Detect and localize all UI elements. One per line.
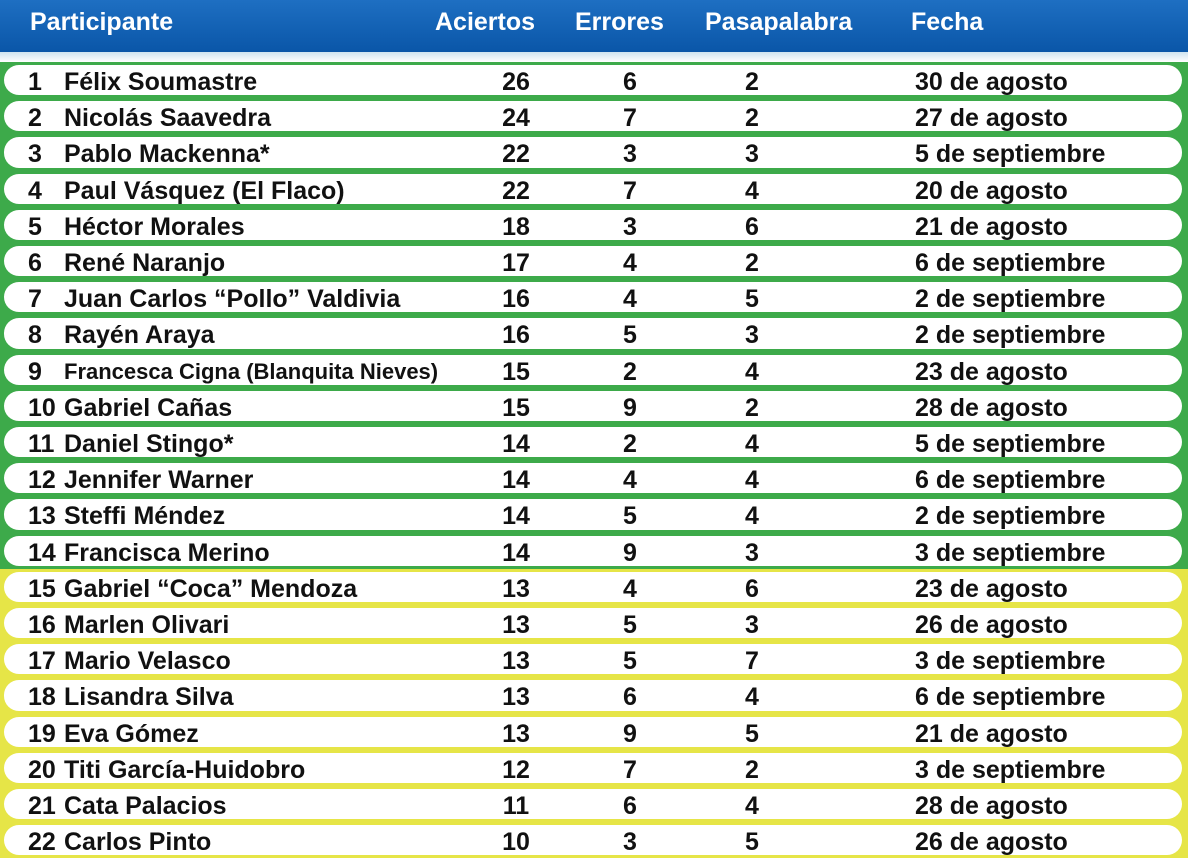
row-fecha: 3 de septiembre bbox=[915, 538, 1106, 567]
row-pasapalabra: 4 bbox=[745, 176, 759, 205]
row-rank: 9 bbox=[28, 357, 42, 386]
row-pasapalabra: 3 bbox=[745, 611, 759, 639]
row-errores: 5 bbox=[623, 647, 637, 676]
row-pasapalabra: 6 bbox=[745, 212, 759, 241]
row-pasapalabra: 4 bbox=[745, 683, 759, 712]
row-errores: 7 bbox=[623, 176, 637, 205]
row-participant-name: Carlos Pinto bbox=[64, 828, 212, 857]
row-fecha: 26 de agosto bbox=[915, 828, 1068, 857]
row-background bbox=[4, 210, 1182, 240]
row-aciertos: 15 bbox=[502, 393, 530, 422]
row-pasapalabra: 4 bbox=[745, 502, 759, 531]
row-fecha: 2 de septiembre bbox=[915, 321, 1106, 350]
row-fecha: 5 de septiembre bbox=[915, 430, 1106, 458]
row-fecha: 23 de agosto bbox=[915, 574, 1068, 603]
table-row bbox=[0, 243, 1188, 279]
row-participant-name: Eva Gómez bbox=[64, 719, 199, 748]
row-participant-name: Steffi Méndez bbox=[64, 502, 226, 531]
row-rank: 4 bbox=[28, 176, 42, 205]
row-errores: 3 bbox=[623, 212, 637, 241]
row-participant-name: Jennifer Warner bbox=[64, 466, 254, 495]
header-divider bbox=[0, 52, 1188, 62]
row-fecha: 30 de agosto bbox=[915, 68, 1068, 96]
row-pasapalabra: 3 bbox=[745, 321, 759, 350]
row-errores: 7 bbox=[623, 755, 637, 784]
row-rank: 10 bbox=[28, 393, 56, 422]
row-aciertos: 26 bbox=[502, 68, 530, 96]
row-aciertos: 13 bbox=[502, 574, 530, 603]
table-row bbox=[0, 279, 1188, 315]
row-pasapalabra: 7 bbox=[745, 647, 759, 676]
row-pasapalabra: 3 bbox=[745, 140, 759, 169]
table-row bbox=[0, 424, 1188, 460]
row-participant-name: Félix Soumastre bbox=[64, 68, 258, 96]
row-participant-name: Lisandra Silva bbox=[64, 683, 234, 712]
row-errores: 5 bbox=[623, 611, 637, 639]
row-participant-name: Marlen Olivari bbox=[64, 611, 230, 639]
row-fecha: 21 de agosto bbox=[915, 719, 1068, 748]
row-fecha: 3 de septiembre bbox=[915, 647, 1106, 676]
row-participant-name: René Naranjo bbox=[64, 249, 226, 277]
row-fecha: 26 de agosto bbox=[915, 611, 1068, 639]
row-background bbox=[4, 174, 1182, 204]
row-rank: 16 bbox=[28, 611, 56, 639]
row-errores: 4 bbox=[623, 285, 637, 314]
row-aciertos: 14 bbox=[502, 430, 530, 458]
row-rank: 8 bbox=[28, 321, 42, 350]
row-background bbox=[4, 536, 1182, 566]
header-participante: Participante bbox=[30, 8, 174, 36]
row-aciertos: 13 bbox=[502, 647, 530, 676]
row-errores: 3 bbox=[623, 140, 637, 169]
row-participant-name: Titi García-Huidobro bbox=[64, 755, 306, 784]
row-rank: 7 bbox=[28, 285, 42, 314]
row-pasapalabra: 6 bbox=[745, 574, 759, 603]
row-aciertos: 13 bbox=[502, 611, 530, 639]
table-row bbox=[0, 315, 1188, 351]
row-pasapalabra: 2 bbox=[745, 249, 759, 277]
row-background bbox=[4, 282, 1182, 312]
row-fecha: 27 de agosto bbox=[915, 104, 1068, 133]
row-rank: 20 bbox=[28, 755, 56, 784]
row-aciertos: 18 bbox=[502, 212, 530, 241]
row-rank: 11 bbox=[28, 430, 55, 458]
row-rank: 15 bbox=[28, 574, 56, 603]
table-row bbox=[0, 388, 1188, 424]
row-participant-name: Cata Palacios bbox=[64, 792, 227, 820]
row-fecha: 6 de septiembre bbox=[915, 683, 1106, 712]
row-rank: 12 bbox=[28, 466, 56, 495]
row-aciertos: 24 bbox=[502, 104, 530, 133]
row-pasapalabra: 2 bbox=[745, 68, 759, 96]
row-aciertos: 16 bbox=[502, 285, 530, 314]
table-row bbox=[0, 533, 1188, 569]
row-errores: 9 bbox=[623, 538, 637, 567]
row-pasapalabra: 3 bbox=[745, 538, 759, 567]
row-pasapalabra: 5 bbox=[745, 719, 759, 748]
row-background bbox=[4, 753, 1182, 783]
table-row bbox=[0, 62, 1188, 98]
row-background bbox=[4, 246, 1182, 276]
row-rank: 17 bbox=[28, 647, 56, 676]
row-participant-name: Daniel Stingo* bbox=[64, 430, 234, 458]
row-errores: 4 bbox=[623, 249, 637, 277]
row-aciertos: 22 bbox=[502, 176, 530, 205]
row-aciertos: 13 bbox=[502, 719, 530, 748]
row-pasapalabra: 2 bbox=[745, 104, 759, 133]
table-row bbox=[0, 641, 1188, 677]
row-fecha: 6 de septiembre bbox=[915, 249, 1106, 277]
row-background bbox=[4, 789, 1182, 819]
row-aciertos: 12 bbox=[502, 755, 530, 784]
row-participant-name: Mario Velasco bbox=[64, 647, 231, 676]
row-pasapalabra: 5 bbox=[745, 828, 759, 857]
table-row bbox=[0, 750, 1188, 786]
row-fecha: 21 de agosto bbox=[915, 212, 1068, 241]
row-fecha: 20 de agosto bbox=[915, 176, 1068, 205]
row-pasapalabra: 4 bbox=[745, 430, 759, 458]
row-rank: 14 bbox=[28, 538, 56, 567]
row-background bbox=[4, 825, 1182, 855]
row-errores: 5 bbox=[623, 502, 637, 531]
row-errores: 2 bbox=[623, 357, 637, 386]
table-row bbox=[0, 352, 1188, 388]
row-errores: 9 bbox=[623, 719, 637, 748]
row-aciertos: 14 bbox=[502, 466, 530, 495]
row-participant-name: Francesca Cigna (Blanquita Nieves) bbox=[64, 358, 439, 384]
row-pasapalabra: 4 bbox=[745, 357, 759, 386]
row-participant-name: Héctor Morales bbox=[64, 212, 245, 241]
table-row bbox=[0, 171, 1188, 207]
row-background bbox=[4, 499, 1182, 529]
table-row bbox=[0, 822, 1188, 858]
row-aciertos: 15 bbox=[502, 357, 530, 386]
row-errores: 5 bbox=[623, 321, 637, 350]
header-aciertos: Aciertos bbox=[435, 8, 536, 36]
row-aciertos: 16 bbox=[502, 321, 530, 350]
row-rank: 6 bbox=[28, 249, 42, 277]
row-participant-name: Nicolás Saavedra bbox=[64, 104, 272, 133]
row-background bbox=[4, 65, 1182, 95]
row-aciertos: 17 bbox=[502, 249, 530, 277]
row-errores: 7 bbox=[623, 104, 637, 133]
row-errores: 4 bbox=[623, 574, 637, 603]
row-participant-name: Pablo Mackenna* bbox=[64, 140, 270, 169]
row-participant-name: Paul Vásquez (El Flaco) bbox=[64, 176, 345, 205]
table-row bbox=[0, 134, 1188, 170]
table-row bbox=[0, 677, 1188, 713]
row-participant-name: Rayén Araya bbox=[64, 321, 215, 350]
ranking-table-body bbox=[0, 62, 1188, 860]
row-pasapalabra: 2 bbox=[745, 755, 759, 784]
row-pasapalabra: 2 bbox=[745, 393, 759, 422]
row-participant-name: Juan Carlos “Pollo” Valdivia bbox=[64, 285, 401, 314]
row-pasapalabra: 4 bbox=[745, 466, 759, 495]
row-background bbox=[4, 572, 1182, 602]
row-background bbox=[4, 680, 1182, 710]
row-errores: 3 bbox=[623, 828, 637, 857]
header-fecha: Fecha bbox=[911, 8, 984, 36]
row-rank: 3 bbox=[28, 140, 42, 169]
table-header bbox=[0, 0, 1188, 52]
table-row bbox=[0, 98, 1188, 134]
row-participant-name: Gabriel “Coca” Mendoza bbox=[64, 574, 358, 603]
row-rank: 1 bbox=[28, 68, 42, 96]
row-rank: 5 bbox=[28, 212, 42, 241]
row-aciertos: 14 bbox=[502, 538, 530, 567]
table-row bbox=[0, 605, 1188, 641]
row-background bbox=[4, 463, 1182, 493]
table-row bbox=[0, 714, 1188, 750]
row-errores: 9 bbox=[623, 393, 637, 422]
row-errores: 6 bbox=[623, 68, 637, 96]
row-background bbox=[4, 101, 1182, 131]
row-aciertos: 11 bbox=[502, 792, 530, 820]
row-background bbox=[4, 318, 1182, 348]
row-fecha: 28 de agosto bbox=[915, 792, 1068, 820]
row-rank: 2 bbox=[28, 104, 42, 133]
row-rank: 22 bbox=[28, 828, 56, 857]
row-rank: 19 bbox=[28, 719, 56, 748]
row-background bbox=[4, 391, 1182, 421]
row-rank: 21 bbox=[28, 792, 56, 820]
row-errores: 2 bbox=[623, 430, 637, 458]
row-rank: 18 bbox=[28, 683, 56, 712]
row-participant-name: Gabriel Cañas bbox=[64, 393, 233, 422]
row-pasapalabra: 4 bbox=[745, 792, 759, 820]
row-errores: 6 bbox=[623, 683, 637, 712]
row-aciertos: 13 bbox=[502, 683, 530, 712]
header-errores: Errores bbox=[575, 8, 664, 36]
row-fecha: 6 de septiembre bbox=[915, 466, 1106, 495]
row-errores: 4 bbox=[623, 466, 637, 495]
row-pasapalabra: 5 bbox=[745, 285, 759, 314]
row-fecha: 28 de agosto bbox=[915, 393, 1068, 422]
row-aciertos: 22 bbox=[502, 140, 530, 169]
row-fecha: 2 de septiembre bbox=[915, 285, 1106, 314]
row-aciertos: 14 bbox=[502, 502, 530, 531]
row-background bbox=[4, 137, 1182, 167]
row-background bbox=[4, 717, 1182, 747]
table-row bbox=[0, 496, 1188, 532]
row-fecha: 5 de septiembre bbox=[915, 140, 1106, 169]
row-background bbox=[4, 427, 1182, 457]
table-row bbox=[0, 786, 1188, 822]
row-background bbox=[4, 644, 1182, 674]
row-background bbox=[4, 608, 1182, 638]
row-fecha: 23 de agosto bbox=[915, 357, 1068, 386]
row-errores: 6 bbox=[623, 792, 637, 820]
table-row bbox=[0, 207, 1188, 243]
row-fecha: 3 de septiembre bbox=[915, 755, 1106, 784]
row-background bbox=[4, 355, 1182, 385]
table-row bbox=[0, 460, 1188, 496]
row-fecha: 2 de septiembre bbox=[915, 502, 1106, 531]
row-rank: 13 bbox=[28, 502, 56, 531]
table-row bbox=[0, 569, 1188, 605]
header-pasapalabra: Pasapalabra bbox=[705, 8, 853, 36]
row-aciertos: 10 bbox=[502, 828, 530, 857]
row-participant-name: Francisca Merino bbox=[64, 538, 270, 567]
